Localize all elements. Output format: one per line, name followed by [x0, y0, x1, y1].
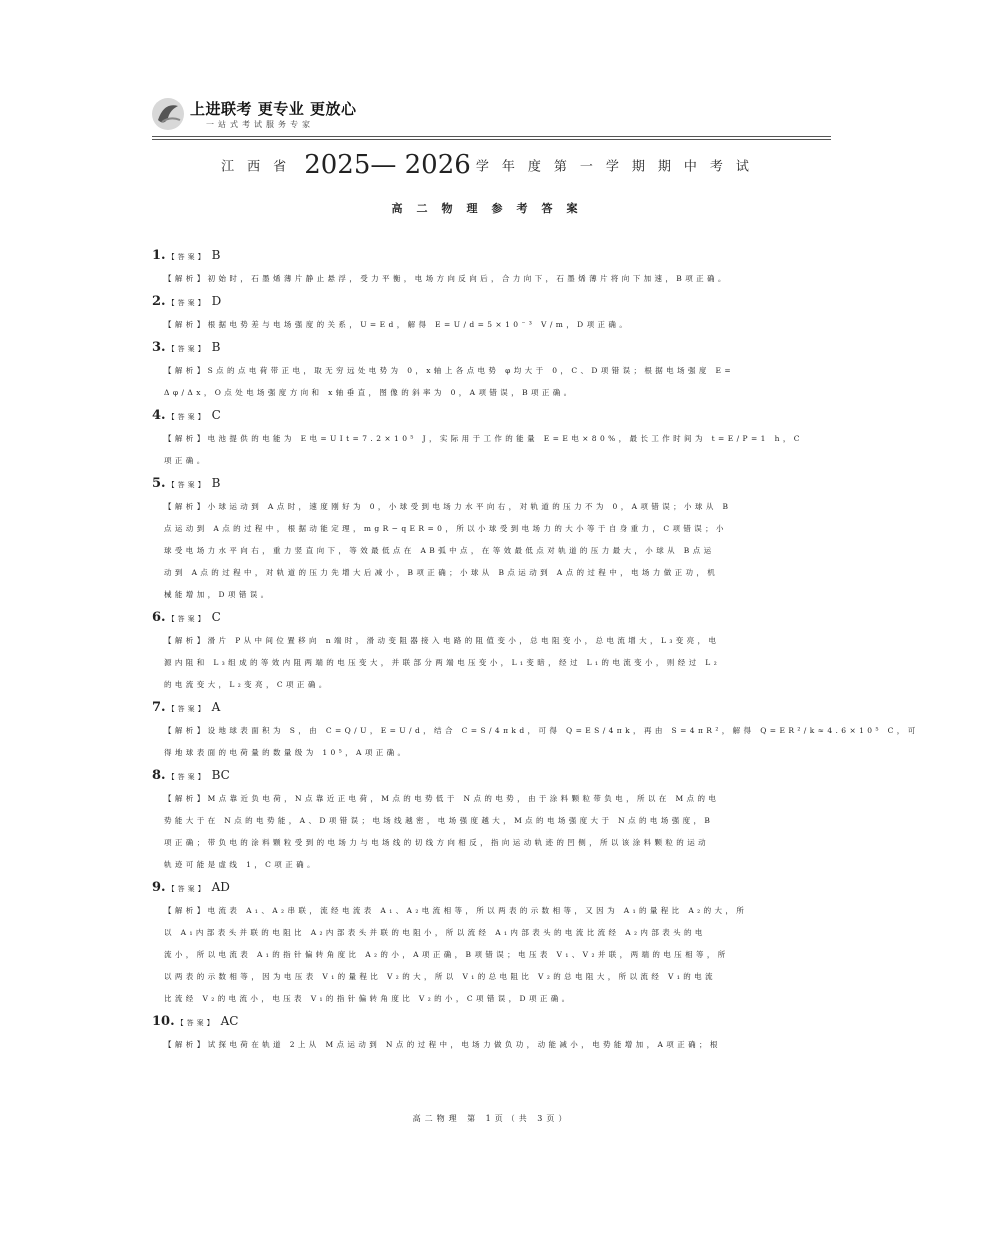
page-title — [0, 150, 983, 180]
answer-item — [152, 404, 832, 472]
analysis-line — [152, 652, 832, 674]
answer-line — [152, 472, 832, 496]
title-year: 2025— 2026 — [304, 150, 471, 180]
analysis-text: 动到 A点的过程中，对轨道的压力先增大后减小，B项正确；小球从 B点运动到 A点的过程中，电场力做正功，机 — [164, 568, 719, 577]
analysis-text: 点运动到 A点的过程中，根据动能定理，mgR−qER=0，所以小球受到电场力的大小等于自身重力，C项错误；小 — [164, 524, 727, 533]
analysis-text: 械能增加，D项错误。 — [164, 590, 272, 599]
analysis-line — [152, 360, 832, 382]
analysis-text: 电流表 A₁、A₂串联，流经电流表 A₁、A₂电流相等，所以两表的示数相等，又因为 A₁的量程比 A₂的大，所 — [207, 906, 748, 915]
page-footer: 高二物理 第 1页（共 3页） — [412, 1114, 571, 1123]
answer-choice: AC — [220, 1014, 239, 1028]
analysis-text: 的电流变大，L₂变亮，C项正确。 — [164, 680, 330, 689]
analysis-text: 小球运动到 A点时，速度刚好为 0，小球受到电场力水平向右，对轨道的压力不为 0，A项错误；小球从 B — [207, 502, 732, 511]
analysis-text: 电池提供的电能为 E电=UIt=7.2×10⁵ J，实际用于工作的能量 E=E电×80%，最长工作时间为 t=E/P=1 h，C — [207, 434, 803, 443]
analysis-tag: 【解析】 — [164, 502, 208, 511]
logo-mark-icon — [150, 96, 186, 132]
analysis-tag: 【解析】 — [164, 320, 208, 329]
answer-line — [152, 764, 832, 788]
analysis-tag: 【解析】 — [164, 726, 208, 735]
analysis-line — [152, 518, 832, 540]
analysis-line — [152, 966, 832, 988]
answer-choice: D — [211, 294, 222, 308]
analysis-line — [152, 450, 832, 472]
answer-tag: 【答案】 — [167, 615, 208, 623]
answer-item — [152, 696, 919, 764]
analysis-tag: 【解析】 — [164, 794, 208, 803]
analysis-line — [152, 854, 832, 876]
analysis-line — [152, 742, 832, 764]
analysis-line — [152, 428, 832, 450]
brand-logo — [150, 96, 357, 136]
answer-item — [152, 876, 832, 1010]
answer-tag: 【答案】 — [167, 299, 208, 307]
analysis-text: 势能大于在 N点的电势能，A、D项错误；电场线越密，电场强度越大，M点的电场强度大于 N点的电场强度，B — [164, 816, 714, 825]
analysis-tag: 【解析】 — [164, 274, 208, 283]
analysis-line — [152, 268, 832, 290]
analysis-line — [152, 584, 832, 606]
header-rule-top — [152, 136, 831, 137]
question-number: 10. — [152, 1014, 175, 1029]
analysis-text: 源内阻和 L₃组成的等效内阻两端的电压变大，并联部分两端电压变小，L₁变暗，经过 L₁的电流变小，则经过 L₂ — [164, 658, 721, 667]
answer-choice: C — [211, 408, 221, 422]
analysis-text: 滑片 P从中间位置移向 n端时，滑动变阻器接入电路的阻值变小，总电阻变小，总电流增大，L₃变亮，电 — [207, 636, 720, 645]
analysis-text: 项正确；带负电的涂料颗粒受到的电场力与电场线的切线方向相反，指向运动轨迹的凹侧，所以该涂料颗粒的运动 — [164, 838, 709, 847]
answer-item — [152, 472, 832, 606]
answer-choice: B — [211, 248, 221, 262]
analysis-line — [152, 562, 832, 584]
answer-item — [152, 764, 832, 876]
title-prefix: 江西省 — [221, 159, 300, 175]
answer-line — [152, 876, 832, 900]
analysis-line — [152, 944, 832, 966]
analysis-tag: 【解析】 — [164, 366, 208, 375]
analysis-text: 得地球表面的电荷量的数量级为 10⁵，A项正确。 — [164, 748, 409, 757]
logo-slogan: 上进联考 更专业 更放心 — [190, 100, 357, 118]
answer-line — [152, 606, 832, 630]
analysis-line — [152, 540, 832, 562]
analysis-text: 比流经 V₂的电流小，电压表 V₁的指针偏转角度比 V₂的小，C项错误，D项正确。 — [164, 994, 573, 1003]
page-subtitle: 高二物理参考答案 — [391, 202, 592, 215]
question-number: 8. — [152, 768, 166, 783]
answer-line — [152, 696, 832, 720]
analysis-text: M点靠近负电荷，N点靠近正电荷，M点的电势低于 N点的电势，由于涂料颗粒带负电，所以在 M点的电 — [207, 794, 720, 803]
analysis-line — [152, 900, 832, 922]
answer-item — [152, 290, 832, 336]
question-number: 6. — [152, 610, 166, 625]
analysis-text: 轨迹可能是虚线 1，C项正确。 — [164, 860, 318, 869]
answer-choice: BC — [211, 768, 230, 782]
analysis-text: 设地球表面积为 S，由 C=Q/U，E=U/d，结合 C=S/4πkd，可得 Q=ES/4πk，再由 S=4πR²，解得 Q=ER²/k≈4.6×10⁵ C，可 — [207, 726, 919, 735]
analysis-line — [152, 314, 832, 336]
question-number: 1. — [152, 248, 166, 263]
answer-item — [152, 1010, 832, 1056]
answer-line — [152, 244, 832, 268]
answer-tag: 【答案】 — [167, 345, 208, 353]
answer-choice: C — [211, 610, 221, 624]
answer-tag: 【答案】 — [167, 705, 208, 713]
analysis-line — [152, 988, 832, 1010]
analysis-text: Δφ/Δx，O点处电场强度方向和 x轴垂直，图像的斜率为 0，A项错误，B项正确。 — [164, 388, 575, 397]
analysis-line — [152, 630, 832, 652]
analysis-text: 球受电场力水平向右，重力竖直向下，等效最低点在 AB弧中点，在等效最低点对轨道的压力最大，小球从 B点运 — [164, 546, 715, 555]
analysis-text: 根据电势差与电场强度的关系，U=Ed，解得 E=U/d=5×10⁻³ V/m，D项正确。 — [207, 320, 631, 329]
analysis-line — [152, 922, 832, 944]
analysis-tag: 【解析】 — [164, 434, 208, 443]
question-number: 7. — [152, 700, 166, 715]
header-rule-bottom — [152, 139, 831, 140]
analysis-line — [152, 720, 919, 742]
question-number: 5. — [152, 476, 166, 491]
answer-item — [152, 336, 832, 404]
analysis-line — [152, 1034, 832, 1056]
answer-list — [152, 244, 919, 1056]
analysis-line — [152, 788, 832, 810]
analysis-tag: 【解析】 — [164, 1040, 208, 1049]
answer-line — [152, 1010, 832, 1034]
question-number: 3. — [152, 340, 166, 355]
answer-tag: 【答案】 — [167, 773, 208, 781]
analysis-text: 以两表的示数相等，因为电压表 V₁的量程比 V₂的大，所以 V₁的总电阻比 V₂的总电阻大，所以流经 V₁的电流 — [164, 972, 716, 981]
analysis-tag: 【解析】 — [164, 906, 208, 915]
analysis-text: 流小，所以电流表 A₁的指针偏转角度比 A₂的小，A项正确，B项错误；电压表 V₁、V₂并联，两端的电压相等，所 — [164, 950, 729, 959]
analysis-text: 试探电荷在轨道 2上从 M点运动到 N点的过程中，电场力做负功，动能减小，电势能增加，A项正确；根 — [207, 1040, 721, 1049]
question-number: 4. — [152, 408, 166, 423]
answer-line — [152, 336, 832, 360]
answer-line — [152, 290, 832, 314]
answer-item — [152, 244, 832, 290]
analysis-line — [152, 496, 832, 518]
answer-choice: AD — [211, 880, 230, 894]
analysis-line — [152, 674, 832, 696]
title-suffix: 学年度第一学期期中考试 — [475, 159, 762, 175]
analysis-text: 以 A₁内部表头并联的电阻比 A₂内部表头并联的电阻小，所以流经 A₁内部表头的电流比流经 A₂内部表头的电 — [164, 928, 706, 937]
question-number: 9. — [152, 880, 166, 895]
analysis-tag: 【解析】 — [164, 636, 208, 645]
answer-item — [152, 606, 832, 696]
answer-tag: 【答案】 — [167, 253, 208, 261]
answer-tag: 【答案】 — [167, 413, 208, 421]
analysis-line — [152, 832, 832, 854]
analysis-line — [152, 382, 832, 404]
logo-tagline: 一站式考试服务专家 — [206, 120, 314, 129]
answer-choice: A — [211, 700, 221, 714]
analysis-text: S点的点电荷带正电，取无穷远处电势为 0，x轴上各点电势 φ均大于 0，C、D项错误；根据电场强度 E= — [207, 366, 735, 375]
answer-tag: 【答案】 — [167, 885, 208, 893]
answer-tag: 【答案】 — [176, 1019, 217, 1027]
analysis-text: 项正确。 — [164, 456, 208, 465]
answer-choice: B — [211, 340, 221, 354]
answer-line — [152, 404, 832, 428]
question-number: 2. — [152, 294, 166, 309]
analysis-line — [152, 810, 832, 832]
analysis-text: 初始时，石墨烯薄片静止悬浮，受力平衡，电场方向反向后，合力向下，石墨烯薄片将向下加速，B项正确。 — [207, 274, 729, 283]
answer-choice: B — [211, 476, 221, 490]
answer-tag: 【答案】 — [167, 481, 208, 489]
